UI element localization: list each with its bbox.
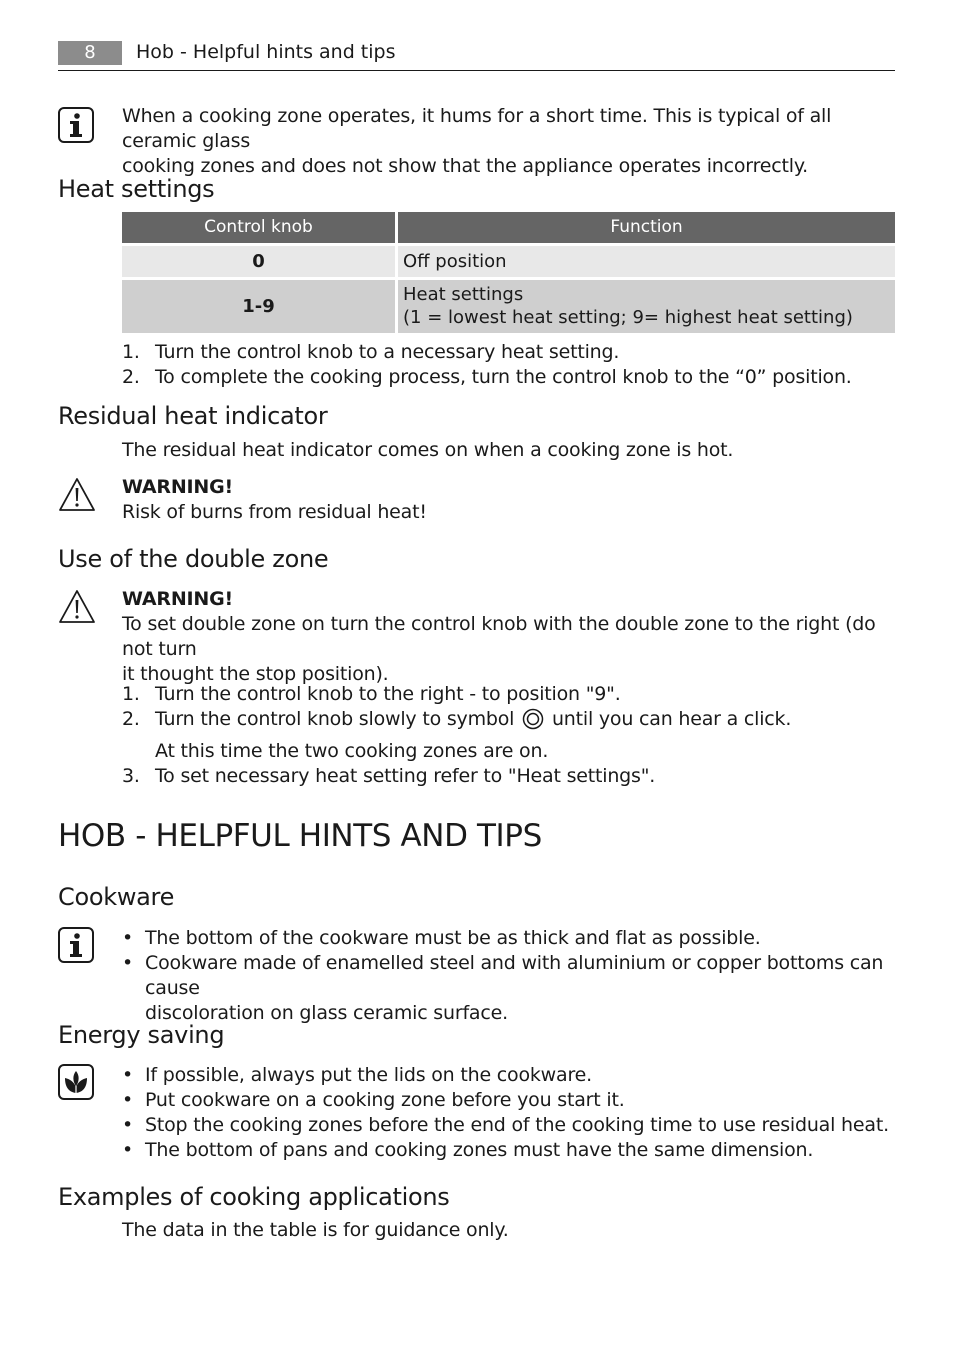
double-zone-heading: Use of the double zone	[58, 545, 329, 573]
bullet: •	[122, 927, 134, 949]
list-item: The bottom of pans and cooking zones must have the same dimension.	[145, 1139, 814, 1161]
warning-text	[122, 612, 895, 687]
running-header-title: Hob - Helpful hints and tips	[136, 41, 396, 63]
bullet: •	[122, 1114, 134, 1136]
residual-heat-text: The residual heat indicator comes on when a cooking zone is hot.	[122, 439, 734, 461]
step-text: Turn the control knob to a necessary heat setting.	[155, 341, 620, 363]
cookware-heading: Cookware	[58, 883, 175, 911]
function-line: (1 = lowest heat setting; 9= highest heat setting)	[403, 307, 853, 328]
examples-heading: Examples of cooking applications	[58, 1183, 450, 1211]
intro-note-line: cooking zones and does not show that the appliance operates incorrectly.	[122, 155, 809, 177]
step-number: 1.	[122, 683, 140, 705]
heat-settings-heading: Heat settings	[58, 175, 215, 203]
table-row	[122, 246, 895, 277]
bullet: •	[122, 1064, 134, 1086]
step-number: 2.	[122, 366, 140, 388]
step-text: Turn the control knob to the right - to position "9".	[155, 683, 621, 705]
warning-text: Risk of burns from residual heat!	[122, 501, 427, 523]
list-item	[145, 951, 895, 1026]
examples-text: The data in the table is for guidance only.	[122, 1219, 509, 1241]
step-text	[155, 707, 791, 737]
warning-icon	[58, 589, 96, 625]
energy-saving-heading: Energy saving	[58, 1021, 225, 1049]
table-cell-knob: 1-9	[122, 280, 395, 333]
step-text-after: until you can hear a click.	[551, 708, 792, 730]
intro-note-line: When a cooking zone operates, it hums for a short time. This is typical of all ceramic glass	[122, 105, 832, 152]
list-item: If possible, always put the lids on the cookware.	[145, 1064, 592, 1086]
table-cell-function: Off position	[398, 246, 895, 277]
list-item-line: Cookware made of enamelled steel and with aluminium or copper bottoms can cause	[145, 952, 884, 999]
list-item: Stop the cooking zones before the end of the cooking time to use residual heat.	[145, 1114, 889, 1136]
header-divider	[58, 70, 895, 71]
bullet: •	[122, 952, 134, 974]
function-line: Heat settings	[403, 284, 524, 305]
intro-note	[122, 104, 895, 179]
table-cell-function	[398, 280, 895, 333]
step-number: 2.	[122, 708, 140, 730]
step-text: To complete the cooking process, turn the control knob to the “0” position.	[155, 366, 852, 388]
column-header-control-knob: Control knob	[122, 212, 395, 243]
table-cell-knob: 0	[122, 246, 395, 277]
step-subtext: At this time the two cooking zones are on.	[155, 740, 549, 762]
step-number: 3.	[122, 765, 140, 787]
info-icon	[58, 107, 94, 143]
column-header-function: Function	[398, 212, 895, 243]
residual-heat-heading: Residual heat indicator	[58, 402, 328, 430]
warning-title: WARNING!	[122, 588, 233, 610]
section-title: HOB - HELPFUL HINTS AND TIPS	[58, 818, 542, 854]
double-zone-icon	[522, 708, 544, 737]
info-icon	[58, 927, 94, 963]
table-row	[122, 280, 895, 333]
page-number: 8	[58, 41, 122, 65]
step-number: 1.	[122, 341, 140, 363]
step-text: To set necessary heat setting refer to "Heat settings".	[155, 765, 656, 787]
list-item-line: discoloration on glass ceramic surface.	[145, 1002, 508, 1024]
warning-line: it thought the stop position).	[122, 663, 389, 685]
warning-line: To set double zone on turn the control knob with the double zone to the right (do not turn	[122, 613, 876, 660]
bullet: •	[122, 1089, 134, 1111]
list-item: Put cookware on a cooking zone before you start it.	[145, 1089, 625, 1111]
list-item: The bottom of the cookware must be as thick and flat as possible.	[145, 927, 761, 949]
step-text-before: Turn the control knob slowly to symbol	[155, 708, 515, 730]
warning-title: WARNING!	[122, 476, 233, 498]
eco-leaf-icon	[58, 1064, 94, 1100]
warning-icon	[58, 477, 96, 513]
table-header-row	[122, 212, 895, 243]
bullet: •	[122, 1139, 134, 1161]
heat-settings-table	[122, 212, 895, 333]
